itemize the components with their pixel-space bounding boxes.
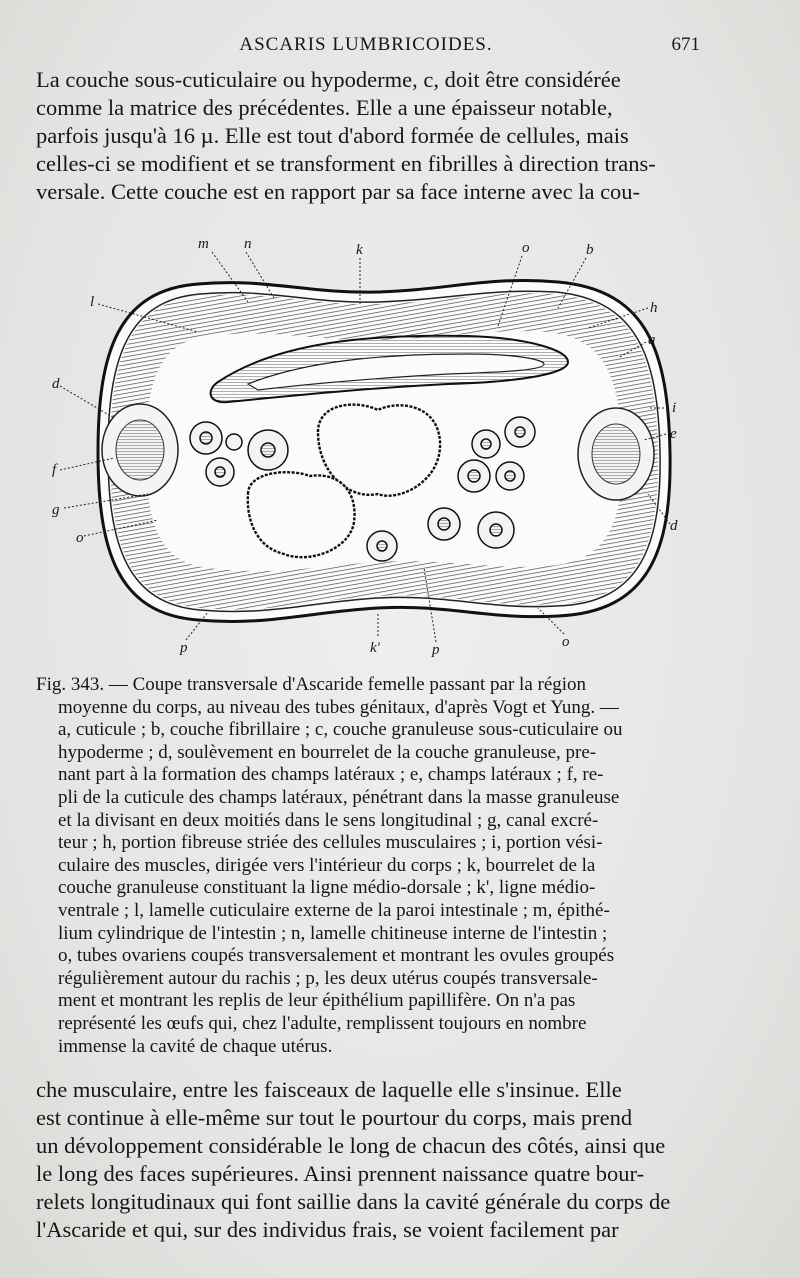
caption-line: ventrale ; l, lamelle cuticulaire externe de la paroi intestinale ; m, épithé- bbox=[58, 899, 610, 921]
ascaris-cross-section-illustration bbox=[48, 232, 708, 672]
paragraph-top bbox=[36, 66, 700, 206]
text-line: l'Ascaride et qui, sur des individus frais, se voient facilement par bbox=[36, 1217, 619, 1242]
text-line: comme la matrice des précédentes. Elle a une épaisseur notable, bbox=[36, 95, 613, 120]
label-a: a bbox=[648, 332, 656, 348]
label-i: i bbox=[672, 400, 677, 416]
label-e: e bbox=[670, 426, 677, 442]
text-line: La couche sous-cuticulaire ou hypoderme, c, doit être considérée bbox=[36, 67, 621, 92]
caption-line: teur ; h, portion fibreuse striée des cellules musculaires ; i, portion vési- bbox=[58, 832, 603, 854]
caption-line: pli de la cuticule des champs latéraux, pénétrant dans la masse granuleuse bbox=[58, 786, 620, 808]
running-head bbox=[36, 34, 700, 60]
caption-line: hypoderme ; d, soulèvement en bourrelet de la couche granuleuse, pre- bbox=[58, 741, 597, 763]
text-line: versale. Cette couche est en rapport par sa face interne avec la cou- bbox=[36, 179, 641, 204]
caption-line: régulièrement autour du rachis ; p, les deux utérus coupés transversale- bbox=[58, 967, 598, 989]
label-k: k bbox=[356, 242, 363, 258]
text-line: parfois jusqu'à 16 µ. Elle est tout d'abord formée de cellules, mais bbox=[36, 123, 629, 148]
caption-line: nant part à la formation des champs latéraux ; e, champs latéraux ; f, re- bbox=[58, 764, 604, 786]
caption-line: couche granuleuse constituant la ligne médio-dorsale ; k', ligne médio- bbox=[58, 877, 596, 899]
running-title: ASCARIS LUMBRICOIDES. bbox=[239, 34, 493, 55]
label-o-left: o bbox=[76, 530, 84, 546]
label-d-left: d bbox=[52, 376, 60, 392]
label-l: l bbox=[90, 294, 95, 310]
label-g: g bbox=[52, 502, 60, 518]
text-line: le long des faces supérieures. Ainsi prennent naissance quatre bour- bbox=[36, 1161, 645, 1186]
caption-line: o, tubes ovariens coupés transversalement et montrant les ovules groupés bbox=[58, 945, 615, 967]
label-h: h bbox=[650, 300, 658, 316]
caption-line: représenté les œufs qui, chez l'adulte, remplissent toujours en nombre bbox=[58, 1012, 587, 1034]
text-line: relets longitudinaux qui font saillie dans la cavité générale du corps de bbox=[36, 1189, 671, 1214]
label-k-prime: k' bbox=[370, 640, 380, 656]
caption-line: immense la cavité de chaque utérus. bbox=[58, 1035, 333, 1057]
label-o-top: o bbox=[522, 240, 530, 256]
label-m: m bbox=[198, 236, 209, 252]
label-p-right: p bbox=[432, 642, 440, 658]
text-line: celles-ci se modifient et se transforment en fibrilles à direction trans- bbox=[36, 151, 656, 176]
text-line: est continue à elle-même sur tout le pourtour du corps, mais prend bbox=[36, 1105, 633, 1130]
caption-line: moyenne du corps, au niveau des tubes génitaux, d'après Vogt et Yung. — bbox=[58, 696, 619, 718]
caption-line: Fig. 343. — Coupe transversale d'Ascaride femelle passant par la région bbox=[36, 674, 587, 695]
figure-caption bbox=[36, 674, 708, 1058]
figure-343-cross-section bbox=[48, 232, 708, 672]
label-b: b bbox=[586, 242, 594, 258]
label-f: f bbox=[52, 462, 57, 478]
uterus-left bbox=[248, 472, 355, 557]
label-o-bottom: o bbox=[562, 634, 570, 650]
caption-line: et la divisant en deux moitiés dans le sens longitudinal ; g, canal excré- bbox=[58, 809, 599, 831]
caption-line: a, cuticule ; b, couche fibrillaire ; c, couche granuleuse sous-cuticulaire ou bbox=[58, 719, 623, 741]
paragraph-bottom bbox=[36, 1076, 700, 1244]
caption-line: culaire des muscles, dirigée vers l'intérieur du corps ; k, bourrelet de la bbox=[58, 854, 596, 876]
label-p-left: p bbox=[180, 640, 188, 656]
text-line: un dévoloppement considérable le long de chacun des côtés, ainsi que bbox=[36, 1133, 666, 1158]
text-line: che musculaire, entre les faisceaux de laquelle elle s'insinue. Elle bbox=[36, 1077, 622, 1102]
page-number: 671 bbox=[671, 34, 700, 55]
caption-line: lium cylindrique de l'intestin ; n, lamelle chitineuse interne de l'intestin ; bbox=[58, 922, 608, 944]
caption-line: ment et montrant les replis de leur épithélium papillifère. On n'a pas bbox=[58, 990, 576, 1012]
label-n: n bbox=[244, 236, 252, 252]
label-d-right: d bbox=[670, 518, 678, 534]
